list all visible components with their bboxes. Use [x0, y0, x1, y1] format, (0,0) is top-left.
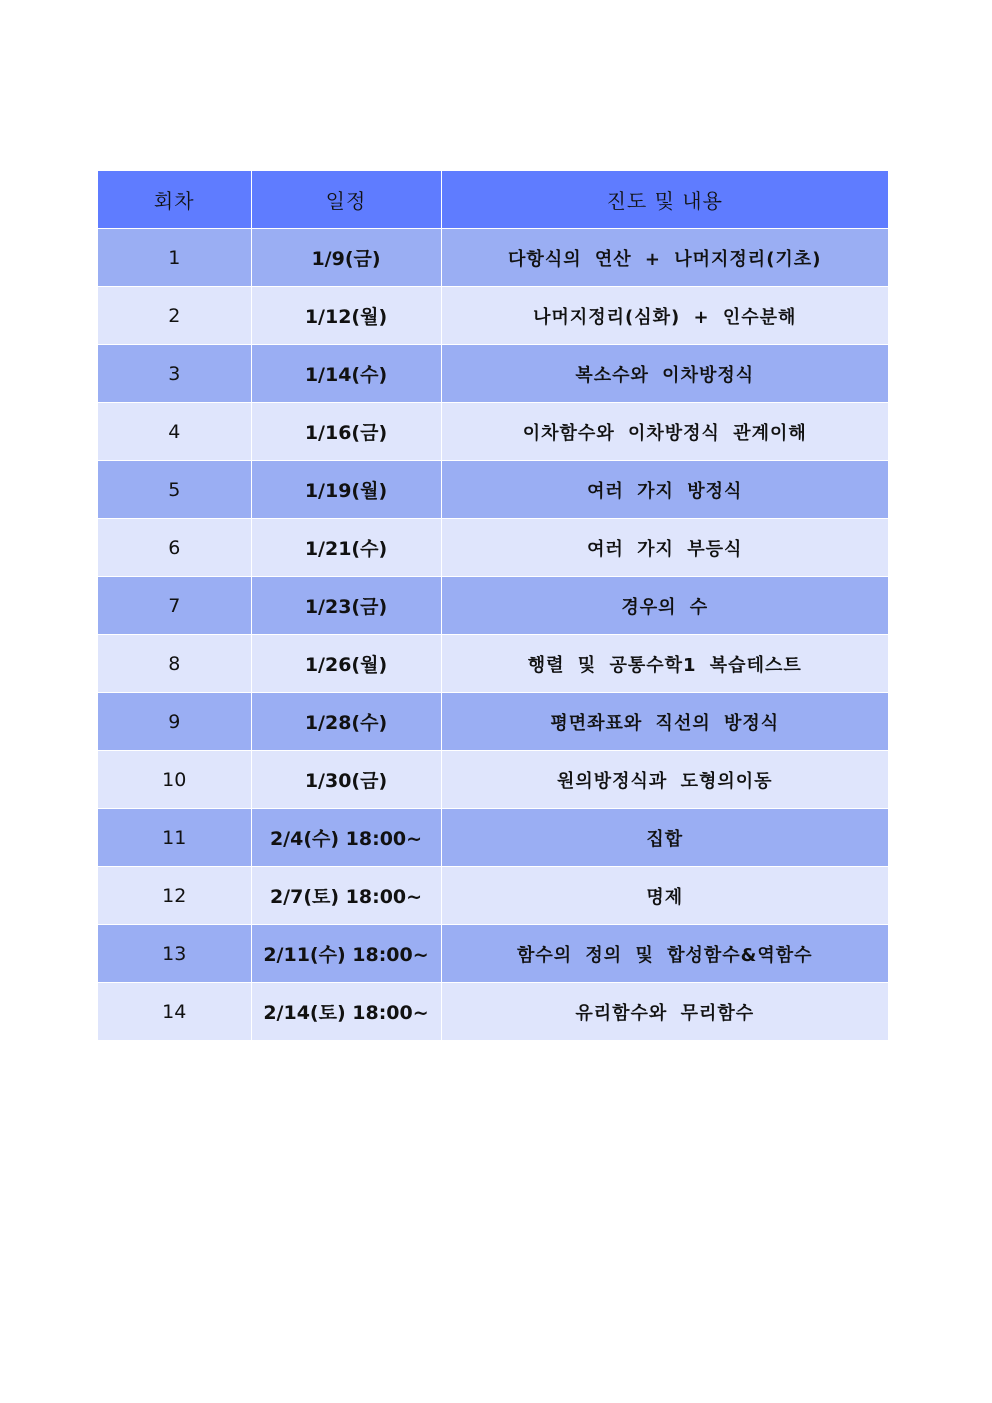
date-cell: 1/14(수) — [251, 345, 441, 403]
session-cell: 13 — [98, 925, 251, 983]
date-cell: 2/4(수) 18:00~ — [251, 809, 441, 867]
table-row — [98, 519, 888, 577]
date-cell: 2/7(토) 18:00~ — [251, 867, 441, 925]
header-row — [98, 171, 888, 229]
session-cell: 11 — [98, 809, 251, 867]
content-cell: 이차함수와 이차방정식 관계이해 — [441, 403, 888, 461]
date-cell: 1/19(월) — [251, 461, 441, 519]
content-cell: 평면좌표와 직선의 방정식 — [441, 693, 888, 751]
session-cell: 5 — [98, 461, 251, 519]
header-session: 회차 — [98, 171, 251, 229]
content-cell: 유리함수와 무리함수 — [441, 983, 888, 1041]
table-row — [98, 461, 888, 519]
date-cell: 1/21(수) — [251, 519, 441, 577]
table-row — [98, 867, 888, 925]
table-body — [98, 229, 888, 1041]
date-cell: 1/28(수) — [251, 693, 441, 751]
session-cell: 7 — [98, 577, 251, 635]
content-cell: 함수의 정의 및 합성함수&역함수 — [441, 925, 888, 983]
session-cell: 8 — [98, 635, 251, 693]
table-row — [98, 809, 888, 867]
session-cell: 1 — [98, 229, 251, 287]
table-row — [98, 577, 888, 635]
table-row — [98, 693, 888, 751]
content-cell: 복소수와 이차방정식 — [441, 345, 888, 403]
table-row — [98, 983, 888, 1041]
header-content: 진도 및 내용 — [441, 171, 888, 229]
date-cell: 2/11(수) 18:00~ — [251, 925, 441, 983]
session-cell: 10 — [98, 751, 251, 809]
table-row — [98, 635, 888, 693]
content-cell: 집합 — [441, 809, 888, 867]
date-cell: 1/23(금) — [251, 577, 441, 635]
session-cell: 4 — [98, 403, 251, 461]
table-row — [98, 287, 888, 345]
date-cell: 1/30(금) — [251, 751, 441, 809]
content-cell: 여러 가지 방정식 — [441, 461, 888, 519]
date-cell: 1/9(금) — [251, 229, 441, 287]
content-cell: 여러 가지 부등식 — [441, 519, 888, 577]
date-cell: 1/12(월) — [251, 287, 441, 345]
session-cell: 2 — [98, 287, 251, 345]
table-row — [98, 403, 888, 461]
content-cell: 경우의 수 — [441, 577, 888, 635]
date-cell: 1/26(월) — [251, 635, 441, 693]
date-cell: 1/16(금) — [251, 403, 441, 461]
table-row — [98, 229, 888, 287]
content-cell: 원의방정식과 도형의이동 — [441, 751, 888, 809]
session-cell: 9 — [98, 693, 251, 751]
table-row — [98, 925, 888, 983]
header-date: 일정 — [251, 171, 441, 229]
session-cell: 6 — [98, 519, 251, 577]
table-row — [98, 751, 888, 809]
session-cell: 14 — [98, 983, 251, 1041]
session-cell: 12 — [98, 867, 251, 925]
schedule-table — [98, 170, 888, 1041]
table-row — [98, 345, 888, 403]
session-cell: 3 — [98, 345, 251, 403]
content-cell: 명제 — [441, 867, 888, 925]
content-cell: 나머지정리(심화) + 인수분해 — [441, 287, 888, 345]
table-header — [98, 171, 888, 229]
content-cell: 다항식의 연산 + 나머지정리(기초) — [441, 229, 888, 287]
date-cell: 2/14(토) 18:00~ — [251, 983, 441, 1041]
content-cell: 행렬 및 공통수학1 복습테스트 — [441, 635, 888, 693]
